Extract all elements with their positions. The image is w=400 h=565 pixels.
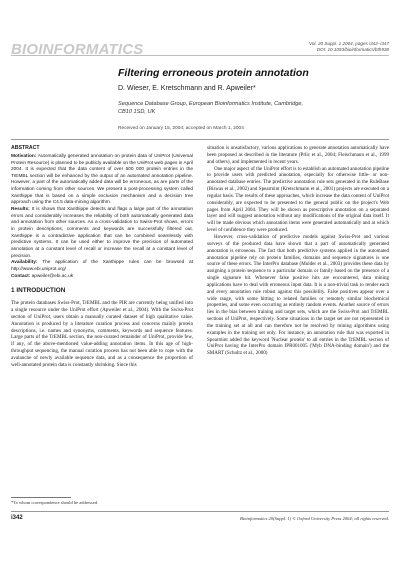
results-text: It is shown that Xanthippe detects and flags a large part of the annotation errors and considerably increases the reliability of both automatically generated data and annotation from other sources. As a cross-validation to Swiss-Prot shows, errors in protein descriptions, comments and keywords are successfully filtered out. Xanthippe is a contradictive application that can be combined seamlessly with predictive systems. It can be used either to improve the precision of automated annotation at a constant level of recall or increase the recall at a constant level of precision. bbox=[11, 207, 193, 259]
header-rule bbox=[11, 55, 389, 56]
page-number: i342 bbox=[11, 515, 23, 521]
received-date: Received on January 15, 2004; accepted on March 1, 2004 bbox=[118, 126, 244, 131]
intro-paragraph-1: The protein databases Swiss-Prot, TrEMBL and the PIR are currently being unified into a single resource under the UniProt effort (Apweiler et al., 2004). With the Swiss-Prot section of UniProt, users obtain a manually curated dataset of high qualitative value. Annotation is produced by a literature curation process and concerns mainly protein descriptions, i.e. names and synonyms, comments, keywords and sequence features. Large parts of the TrEMBL section, the non-curated remainder of UniProt, provide few, if any, of the above-mentioned value-adding annotation items. In this age of high-throughput sequencing, the manual curation process has not been able to cope with the avalanche of newly available sequence data, and as a consequence the proportion of well-annotated protein data is constantly shrinking. Since this bbox=[11, 300, 193, 368]
paper-authors: D. Wieser, E. Kretschmann and R. Apweiler* bbox=[118, 85, 256, 92]
volume-info bbox=[309, 41, 389, 53]
paper-title: Filtering erroneous protein annotation bbox=[118, 67, 309, 79]
journal-name: BIOINFORMATICS bbox=[11, 41, 144, 58]
contact-text: apweiler@ebi.ac.uk bbox=[30, 273, 74, 279]
contact-label: Contact: bbox=[11, 273, 31, 279]
right-column bbox=[207, 145, 389, 357]
section-heading-introduction: 1 INTRODUCTION bbox=[11, 287, 66, 295]
footer-rule bbox=[11, 511, 389, 512]
right-paragraph-1: situation is unsatisfactory, various applications to generate annotation automatically have been proposed as described in the literature (Prlic et al., 2004; Fleischmann et al., 1999 and others), and implemented in recent years. bbox=[207, 145, 389, 165]
motivation-text: Automatically generated annotation on protein data of UniProt (Universal Protein Resource) is planned to be publicly available on the UniProt web pages in April 2004. It is expected that the data content of over 500 000 protein entries in the TrEMBL section will be enhanced by the output of an automated annotation pipeline. However, a part of the automatically added data will be erroneous, as are parts of the information coming from other sources. We present a post-processing system called Xanthippe that is based on a simple exclusion mechanism and a decision tree approach using the C4.5 data-mining algorithm. bbox=[11, 153, 193, 206]
abstract-availability bbox=[11, 260, 193, 273]
availability-label: Availability: bbox=[11, 260, 38, 266]
footnote: *To whom correspondence should be addressed. bbox=[11, 500, 99, 505]
motivation-label: Motivation: bbox=[11, 153, 37, 159]
results-label: Results: bbox=[11, 207, 30, 213]
right-paragraph-2: One major aspect of the UniProt effort is to establish an automated annotation pipeline to provide users with predicted annotation, especially for otherwise little- or non-annotated database entries. The predictive annotation rule sets generated in the RuleBase (Biswas et al., 2002) and Spearmint (Kretschmann et al., 2001) projects are executed on a regular basis. The results of these approaches, which increase the data content of UniProt considerably, are expected to be presented to the general public on the project's Web pages from April 2004. They will be shown as prescriptive annotation on a separated layer and will suggest annotation without any modifications of the original data itself. It will be made obvious which annotation items were generated automatically and at which level of confidence they were produced. bbox=[207, 165, 389, 234]
copyright-line: Bioinformatics 20(Suppl. 1) © Oxford University Press 2004; all rights reserved. bbox=[240, 516, 389, 521]
abstract-body bbox=[11, 154, 193, 280]
availability-text: The application of the Xanthippe rules can be browsed at http://www.ebi.uniprot.org/ bbox=[11, 260, 193, 272]
title-rule bbox=[11, 139, 389, 140]
affiliation-line-1: Sequence Database Group, European Bioinformatics Institute, Cambridge, bbox=[118, 101, 304, 107]
footnote-rule bbox=[11, 497, 71, 498]
abstract-heading: ABSTRACT bbox=[11, 145, 40, 151]
abstract-motivation bbox=[11, 154, 193, 207]
volume-line: Vol. 20 Suppl. 1 2004, pages i342–i347 bbox=[308, 41, 389, 46]
paper-affiliation bbox=[118, 100, 368, 116]
abstract-results bbox=[11, 207, 193, 260]
abstract-contact bbox=[11, 274, 193, 281]
right-paragraph-3: However, cross-validation of predictive models against Swiss-Prot and various surveys of the produced data have shown that a part of automatically generated annotation is erroneous. The fact that both predictive systems applied in the automated annotation pipeline rely on protein families, domains and sequence signatures is one source of these errors. The InterPro database (Mulder et al., 2003) provides these data by assigning a protein sequence to a particular domain or family based on the presence of a single signature hit. Whenever false positive hits are encountered, data mining applications have to deal with erroneous input data. It is a non-trivial task to render each and every annotation rule robust against this possibility. False positives appear over a wide range, with some hitting to related families or remotely similar biochemical properties, and some even occurring as entirely random events. Another source of errors lies in the bias between training and target sets, which are the Swiss-Prot and TrEMBL sections of UniProt, respectively. Some situations in the target set are not represented in the training set at all and can therefore not be resolved by mining algorithms using examples in the training set only. For instance, an annotation rule that was exported in Spearmint added the keyword 'Nuclear protein' to all entries in the TrEMBL section of UniProt having the InterPro domain IPR001005 ('Myb DNA-binding domain') and the SMART (Schultz et al., 2000) bbox=[207, 233, 389, 357]
affiliation-line-2: CB10 1SD, UK bbox=[118, 109, 156, 115]
left-column bbox=[11, 145, 193, 369]
doi-line: DOI: 10.1093/bioinformatics/bth938 bbox=[316, 47, 389, 52]
